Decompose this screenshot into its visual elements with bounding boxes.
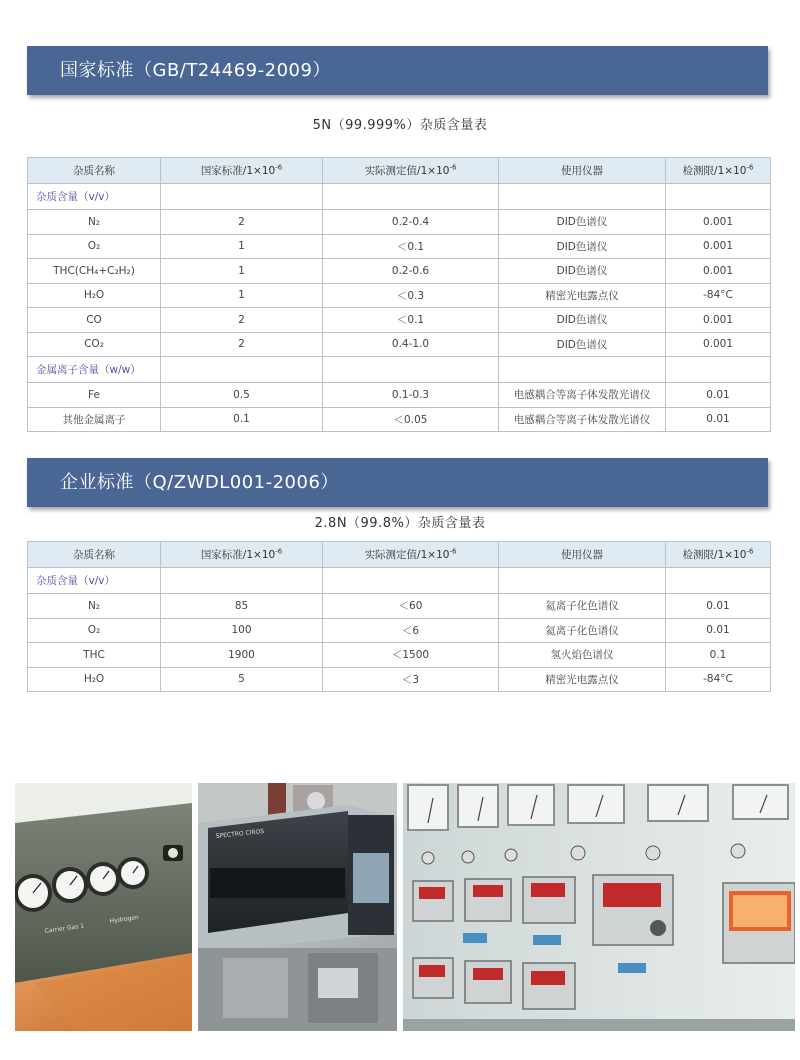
section2-table <box>27 541 771 692</box>
photo1-panel-label: Carrier Gas 1 <box>44 922 85 935</box>
cell-measured: ＜0.1 <box>323 308 499 333</box>
table-row <box>28 407 771 432</box>
cell-instrument: 氢火焰色谱仪 <box>499 643 666 668</box>
cell-measured: ＜0.1 <box>323 234 499 259</box>
cell-detection-limit: 0.001 <box>666 210 771 235</box>
cell-instrument: DID色谱仪 <box>499 234 666 259</box>
group-row <box>28 184 771 210</box>
cell-measured: ＜6 <box>323 618 499 643</box>
cell-instrument: DID色谱仪 <box>499 332 666 357</box>
header-national-standard: 国家标准$/1\times 10^{-6}$ <box>161 542 323 568</box>
header-measured: 实际测定值$/1\times 10^{-6}$ <box>323 542 499 568</box>
cell-instrument: 精密光电露点仪 <box>499 667 666 692</box>
section1-table-title: 5N（99.999%）杂质含量表 <box>312 118 488 133</box>
cell-detection-limit: -84°C <box>666 283 771 308</box>
table-header-row <box>28 158 771 184</box>
cell-national-standard: 5 <box>161 667 323 692</box>
group-row <box>28 568 771 594</box>
cell-national-standard: 1900 <box>161 643 323 668</box>
cell-instrument: DID色谱仪 <box>499 308 666 333</box>
cell-detection-limit: 0.001 <box>666 259 771 284</box>
cell-national-standard: 85 <box>161 594 323 619</box>
cell-detection-limit: 0.01 <box>666 594 771 619</box>
section1-table <box>27 157 771 432</box>
cell-instrument: 电感耦合等离子体发散光谱仪 <box>499 383 666 408</box>
header-national-standard: 国家标准$/1\times 10^{-6}$ <box>161 158 323 184</box>
cell-measured: ＜1500 <box>323 643 499 668</box>
cell-impurity: THC(CH₄+C₂H₂) <box>28 259 161 284</box>
cell-impurity: 其他金属离子 <box>28 407 161 432</box>
group-row <box>28 357 771 383</box>
cell-measured: 0.2-0.4 <box>323 210 499 235</box>
cell-impurity: H₂O <box>28 283 161 308</box>
cell-measured: 0.4-1.0 <box>323 332 499 357</box>
cell-national-standard: 2 <box>161 308 323 333</box>
table-row <box>28 618 771 643</box>
cell-impurity: O₂ <box>28 234 161 259</box>
table-row <box>28 383 771 408</box>
cell-measured: ＜3 <box>323 667 499 692</box>
cell-detection-limit: 0.001 <box>666 308 771 333</box>
table-row <box>28 594 771 619</box>
cell-impurity: CO₂ <box>28 332 161 357</box>
cell-detection-limit: 0.001 <box>666 234 771 259</box>
control-panel-photo <box>403 783 795 1031</box>
cell-instrument: 氦离子化色谱仪 <box>499 618 666 643</box>
table-row <box>28 210 771 235</box>
cell-national-standard: 2 <box>161 332 323 357</box>
cell-national-standard: 0.5 <box>161 383 323 408</box>
cell-impurity: O₂ <box>28 618 161 643</box>
table-row <box>28 234 771 259</box>
photo-strip <box>15 783 795 1031</box>
cell-detection-limit: 0.1 <box>666 643 771 668</box>
cell-national-standard: 0.1 <box>161 407 323 432</box>
cell-national-standard: 2 <box>161 210 323 235</box>
table-row <box>28 332 771 357</box>
table-row <box>28 283 771 308</box>
table-row <box>28 308 771 333</box>
header-impurity: 杂质名称 <box>28 158 161 184</box>
table-row <box>28 643 771 668</box>
cell-measured: ＜0.05 <box>323 407 499 432</box>
cell-national-standard: 1 <box>161 283 323 308</box>
table-row <box>28 667 771 692</box>
cell-instrument: DID色谱仪 <box>499 259 666 284</box>
header-instrument: 使用仪器 <box>499 542 666 568</box>
cell-impurity: CO <box>28 308 161 333</box>
group-label: 杂质含量（v/v） <box>28 184 161 210</box>
cell-instrument: DID色谱仪 <box>499 210 666 235</box>
header-detection-limit: 检测限$/1\times 10^{-6}$ <box>666 158 771 184</box>
cell-impurity: THC <box>28 643 161 668</box>
cell-impurity: N₂ <box>28 210 161 235</box>
gas-chromatograph-photo <box>15 783 192 1031</box>
table-row <box>28 259 771 284</box>
header-instrument: 使用仪器 <box>499 158 666 184</box>
icp-spectrometer-photo <box>198 783 397 1031</box>
cell-instrument: 精密光电露点仪 <box>499 283 666 308</box>
cell-national-standard: 100 <box>161 618 323 643</box>
cell-measured: ＜0.3 <box>323 283 499 308</box>
section1-banner: 国家标准（GB/T24469-2009） <box>27 46 768 95</box>
table-header-row <box>28 542 771 568</box>
cell-impurity: N₂ <box>28 594 161 619</box>
cell-detection-limit: 0.001 <box>666 332 771 357</box>
cell-detection-limit: -84°C <box>666 667 771 692</box>
cell-impurity: Fe <box>28 383 161 408</box>
group-label: 杂质含量（v/v） <box>28 568 161 594</box>
section2-banner: 企业标准（Q/ZWDL001-2006） <box>27 458 768 507</box>
header-detection-limit: 检测限$/1\times 10^{-6}$ <box>666 542 771 568</box>
header-impurity: 杂质名称 <box>28 542 161 568</box>
cell-national-standard: 1 <box>161 259 323 284</box>
photo1-panel-label2: Hydrogen <box>109 913 140 925</box>
section2-table-title: 2.8N（99.8%）杂质含量表 <box>314 516 486 531</box>
cell-detection-limit: 0.01 <box>666 407 771 432</box>
cell-national-standard: 1 <box>161 234 323 259</box>
header-measured: 实际测定值$/1\times 10^{-6}$ <box>323 158 499 184</box>
cell-instrument: 氦离子化色谱仪 <box>499 594 666 619</box>
group-label: 金属离子含量（w/w） <box>28 357 161 383</box>
cell-instrument: 电感耦合等离子体发散光谱仪 <box>499 407 666 432</box>
cell-measured: 0.1-0.3 <box>323 383 499 408</box>
cell-detection-limit: 0.01 <box>666 383 771 408</box>
cell-detection-limit: 0.01 <box>666 618 771 643</box>
cell-measured: 0.2-0.6 <box>323 259 499 284</box>
cell-measured: ＜60 <box>323 594 499 619</box>
photo2-brand: SPECTRO CIROS <box>215 827 265 840</box>
cell-impurity: H₂O <box>28 667 161 692</box>
